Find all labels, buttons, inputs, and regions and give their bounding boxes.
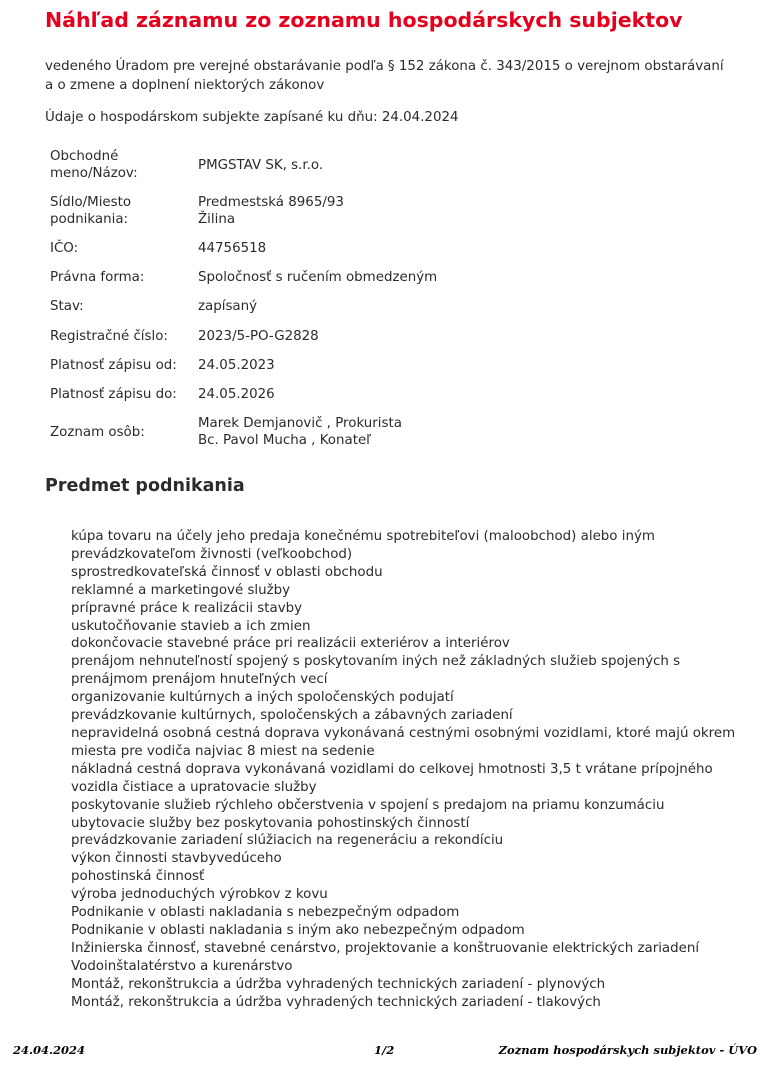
activity-item: Podnikanie v oblasti nakladania s nebezpečným odpadom	[71, 905, 460, 921]
activity-item: Montáž, rekonštrukcia a údržba vyhradených technických zariadení - tlakových	[71, 994, 601, 1010]
seat-value	[198, 194, 738, 228]
legal-form-value: Spoločnosť s ručením obmedzeným	[198, 270, 438, 285]
status-label: Stav:	[50, 299, 84, 314]
seat-label: Sídlo/Miesto podnikania:	[50, 195, 132, 227]
person-item: Marek Demjanovič , Prokurista	[198, 416, 402, 431]
activity-item: nákladná cestná doprava vykonávaná vozidlami do celkovej hmotnosti 3,5 t vrátane prípojného vozidla čistiace a upratovacie služby	[71, 761, 713, 795]
activity-item: Montáž, rekonštrukcia a údržba vyhradených technických zariadení - plynových	[71, 976, 606, 992]
activities-list	[71, 528, 751, 1011]
activity-item: dokončovacie stavebné práce pri realizácii exteriérov a interiérov	[71, 636, 510, 652]
page-title: Náhľad záznamu zo zoznamu hospodárskych subjektov	[45, 8, 683, 32]
registration-label: Registračné číslo:	[50, 329, 168, 344]
activity-item: kúpa tovaru na účely jeho predaja konečnému spotrebiteľovi (maloobchod) alebo iným prevádzkovateľom živnosti (veľkoobchod)	[71, 529, 655, 562]
legal-form-label: Právna forma:	[50, 270, 145, 285]
activity-item: ubytovacie služby bez poskytovania pohostinských činností	[71, 815, 470, 831]
ico-label: IČO:	[50, 241, 79, 256]
activity-item: reklamné a marketingové služby	[71, 582, 291, 598]
activity-item: Podnikanie v oblasti nakladania s iným ako nebezpečným odpadom	[71, 922, 525, 938]
activity-item: Vodoinštalatérstvo a kurenárstvo	[71, 958, 293, 974]
activity-item: uskutočňovanie stavieb a ich zmien	[71, 618, 311, 634]
seat-city: Žilina	[198, 212, 236, 227]
activity-item: výroba jednoduchých výrobkov z kovu	[71, 887, 328, 903]
activity-item: Inžinierska činnosť, stavebné cenárstvo, projektovanie a konštruovanie elektrických zariadení	[71, 940, 700, 956]
activity-item: prevádzkovanie zariadení slúžiacich na regeneráciu a rekondíciu	[71, 833, 504, 849]
name-value: PMGSTAV SK, s.r.o.	[198, 158, 324, 173]
footer-page-number: 1/2	[374, 1043, 395, 1057]
activity-item: pohostinská činnosť	[71, 869, 205, 885]
persons-list	[198, 415, 738, 449]
valid-to-label: Platnosť zápisu do:	[50, 387, 177, 402]
as-of-date-text: Údaje o hospodárskom subjekte zapísané ku dňu: 24.04.2024	[45, 110, 459, 125]
activity-item: poskytovanie služieb rýchleho občerstvenia v spojení s predajom na priamu konzumáciu	[71, 797, 665, 813]
activity-item: organizovanie kultúrnych a iných spoločenských podujatí	[71, 690, 454, 706]
valid-from-value: 24.05.2023	[198, 358, 275, 373]
footer-source: Zoznam hospodárskych subjektov - ÚVO	[498, 1043, 757, 1057]
seat-street: Predmestská 8965/93	[198, 195, 344, 210]
name-label: Obchodné meno/Názov:	[50, 149, 138, 181]
footer-date: 24.04.2024	[13, 1043, 86, 1057]
activity-item: výkon činnosti stavbyvedúceho	[71, 851, 282, 867]
valid-from-label: Platnosť zápisu od:	[50, 358, 177, 373]
intro-text: vedeného Úradom pre verejné obstarávanie podľa § 152 zákona č. 343/2015 o verejnom obstarávaní a o zmene a doplnení niektorých zákonov	[45, 59, 724, 93]
activity-item: prenájom nehnuteľností spojený s poskytovaním iných než základných služieb spojených s prenájmom prenájom hnuteľných vecí	[71, 654, 681, 688]
activity-item: prípravné práce k realizácii stavby	[71, 600, 303, 616]
activity-item: sprostredkovateľská činnosť v oblasti obchodu	[71, 564, 383, 580]
status-value: zapísaný	[198, 299, 258, 314]
activity-item: nepravidelná osobná cestná doprava vykonávaná cestnými osobnými vozidlami, ktoré majú okrem miesta pre vodiča najviac 8 miest na sedenie	[71, 725, 736, 759]
person-item: Bc. Pavol Mucha , Konateľ	[198, 433, 372, 448]
activities-heading: Predmet podnikania	[45, 476, 245, 496]
activity-item: prevádzkovanie kultúrnych, spoločenských a zábavných zariadení	[71, 708, 513, 724]
valid-to-value: 24.05.2026	[198, 387, 275, 402]
ico-value: 44756518	[198, 241, 267, 256]
registration-value: 2023/5-PO-G2828	[198, 329, 319, 344]
persons-label: Zoznam osôb:	[50, 425, 145, 440]
